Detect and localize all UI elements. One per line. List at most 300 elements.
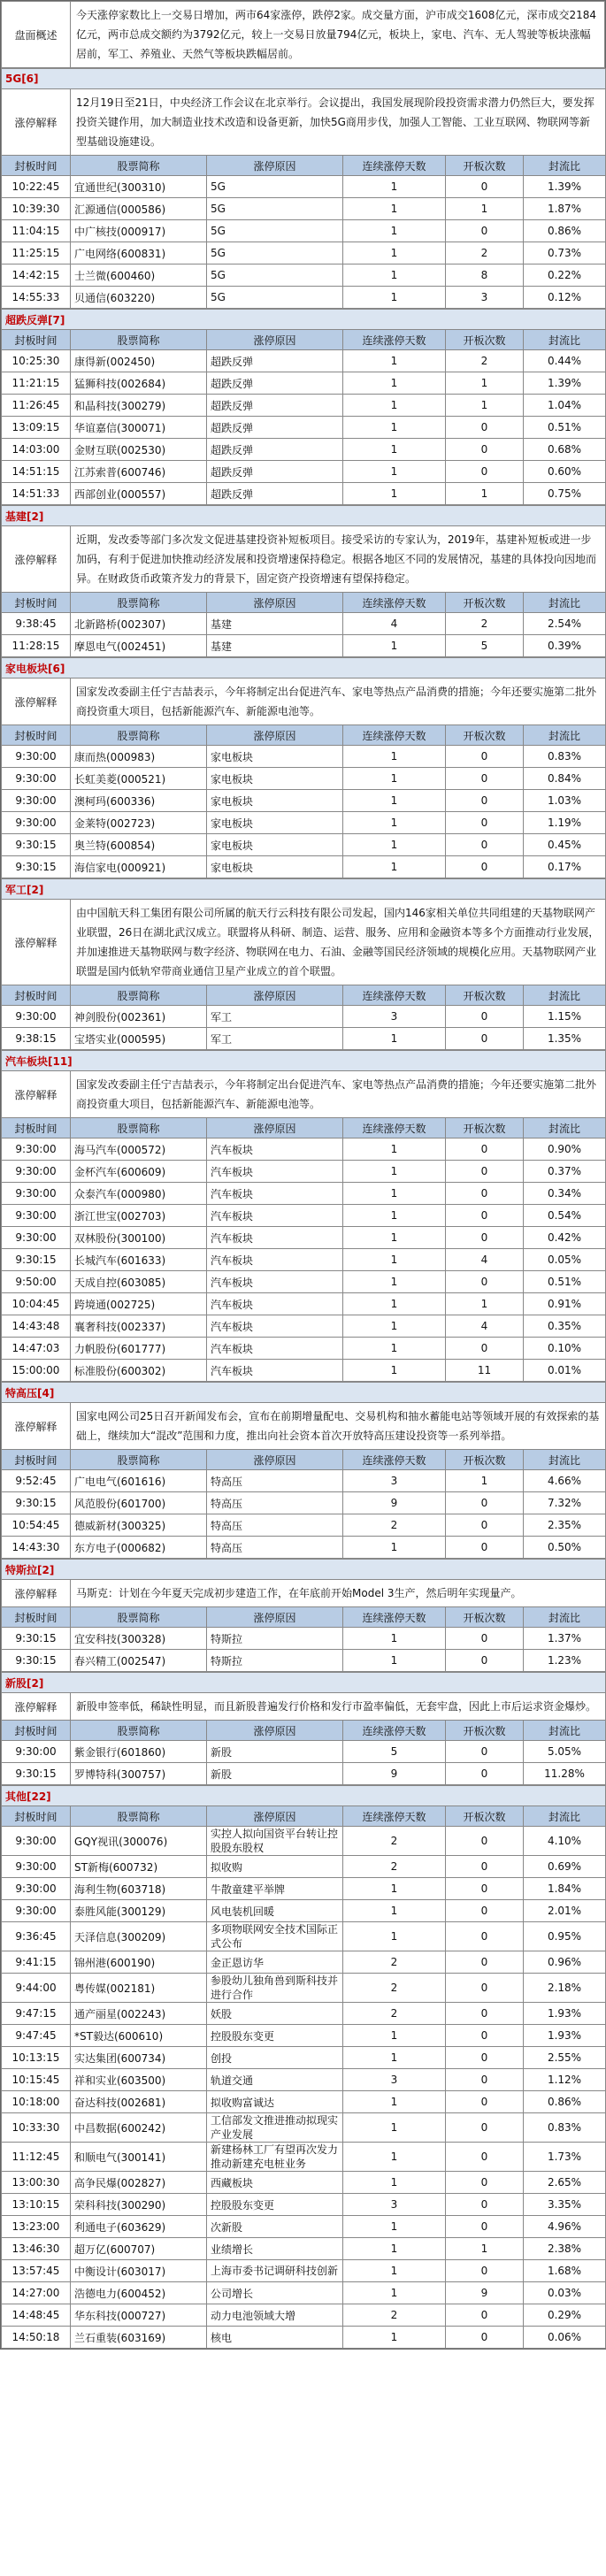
open-count-cell: 0 — [446, 2327, 524, 2349]
stock-cell[interactable]: 金杯汽车(600609) — [71, 1161, 207, 1183]
reason-cell: 参股幼儿独角兽到斯科技并进行合作 — [207, 1974, 343, 2003]
open-count-cell: 1 — [446, 1293, 524, 1315]
table-row — [2, 2282, 606, 2304]
days-cell: 2 — [343, 1827, 446, 1856]
section-title-row — [2, 506, 606, 526]
stock-cell[interactable]: 罗博特科(300757) — [71, 1763, 207, 1785]
days-cell: 1 — [343, 2113, 446, 2143]
stock-cell[interactable]: 康得新(002450) — [71, 350, 207, 372]
ratio-cell: 0.45% — [524, 834, 606, 856]
table-row — [2, 790, 606, 812]
stock-cell[interactable]: 标准股份(600302) — [71, 1360, 207, 1382]
days-cell: 1 — [343, 220, 446, 242]
column-header: 连续涨停天数 — [343, 1607, 446, 1628]
time-cell: 9:44:00 — [2, 1974, 71, 2003]
column-header: 封板时间 — [2, 985, 71, 1006]
table-row — [2, 2327, 606, 2349]
time-cell: 10:54:45 — [2, 1514, 71, 1537]
section-table — [1, 1672, 606, 1785]
reason-cell: 超跌反弹 — [207, 372, 343, 395]
table-row — [2, 1922, 606, 1951]
open-count-cell: 11 — [446, 1360, 524, 1382]
overview-label: 盘面概述 — [2, 2, 71, 68]
ratio-cell: 4.10% — [524, 1827, 606, 1856]
open-count-cell: 0 — [446, 1537, 524, 1559]
table-row — [2, 176, 606, 198]
table-row — [2, 287, 606, 309]
ratio-cell: 1.39% — [524, 372, 606, 395]
ratio-cell: 1.23% — [524, 1650, 606, 1672]
reason-cell: 超跌反弹 — [207, 461, 343, 483]
column-header: 股票简称 — [71, 330, 207, 350]
time-cell: 9:30:15 — [2, 1628, 71, 1650]
open-count-cell: 0 — [446, 2260, 524, 2282]
stock-cell[interactable]: 荣科科技(300290) — [71, 2194, 207, 2216]
stock-cell[interactable]: 金财互联(002530) — [71, 439, 207, 461]
time-cell: 14:51:33 — [2, 483, 71, 505]
stock-cell[interactable]: 实达集团(600734) — [71, 2047, 207, 2069]
table-row — [2, 2194, 606, 2216]
table-row — [2, 1856, 606, 1878]
section-title-row — [2, 1560, 606, 1580]
stock-cell[interactable]: 贝通信(603220) — [71, 287, 207, 309]
reason-row — [2, 900, 606, 985]
column-header-row — [2, 330, 606, 350]
ratio-cell: 0.44% — [524, 350, 606, 372]
open-count-cell: 0 — [446, 768, 524, 790]
stock-cell[interactable]: 金莱特(002723) — [71, 812, 207, 834]
stock-cell[interactable]: 超万亿(600707) — [71, 2238, 207, 2260]
reason-cell: 超跌反弹 — [207, 417, 343, 439]
reason-cell: 金正恩访华 — [207, 1951, 343, 1974]
reason-cell: 汽车板块 — [207, 1360, 343, 1382]
stock-cell[interactable]: 力帆股份(601777) — [71, 1338, 207, 1360]
ratio-cell: 1.04% — [524, 395, 606, 417]
stock-cell[interactable]: 猛狮科技(002684) — [71, 372, 207, 395]
column-header: 封流比 — [524, 1118, 606, 1138]
stock-cell[interactable]: 锦州港(600190) — [71, 1951, 207, 1974]
ratio-cell: 0.39% — [524, 635, 606, 657]
ratio-cell: 1.39% — [524, 176, 606, 198]
stock-cell[interactable]: 宝塔实业(000595) — [71, 1028, 207, 1050]
reason-cell: 家电板块 — [207, 856, 343, 878]
stock-cell[interactable]: 中衡设计(603017) — [71, 2260, 207, 2282]
reason-cell: 动力电池领域大增 — [207, 2304, 343, 2327]
ratio-cell: 2.35% — [524, 1514, 606, 1537]
stock-cell[interactable]: 海利生物(603718) — [71, 1878, 207, 1900]
ratio-cell: 1.19% — [524, 812, 606, 834]
column-header: 连续涨停天数 — [343, 1806, 446, 1827]
column-header: 股票简称 — [71, 725, 207, 746]
reason-cell: 5G — [207, 287, 343, 309]
days-cell: 1 — [343, 1922, 446, 1951]
section-title-row — [2, 879, 606, 900]
open-count-cell: 0 — [446, 1951, 524, 1974]
stock-cell[interactable]: 兰石重装(603169) — [71, 2327, 207, 2349]
table-row — [2, 1900, 606, 1922]
open-count-cell: 0 — [446, 834, 524, 856]
stock-cell[interactable]: 广电网络(600831) — [71, 242, 207, 264]
reason-cell: 风电装机回暖 — [207, 1900, 343, 1922]
time-cell: 14:48:45 — [2, 2304, 71, 2327]
stock-cell[interactable]: 士兰微(600460) — [71, 264, 207, 287]
ratio-cell: 0.68% — [524, 439, 606, 461]
open-count-cell: 0 — [446, 2003, 524, 2025]
reason-cell: 汽车板块 — [207, 1138, 343, 1161]
stock-cell[interactable]: GQY视讯(300076) — [71, 1827, 207, 1856]
column-header-row — [2, 1607, 606, 1628]
time-cell: 13:09:15 — [2, 417, 71, 439]
section-table — [1, 68, 606, 309]
reason-cell: 西藏板块 — [207, 2172, 343, 2194]
column-header: 股票简称 — [71, 593, 207, 613]
column-header: 封板时间 — [2, 330, 71, 350]
days-cell: 1 — [343, 2143, 446, 2172]
column-header: 开板次数 — [446, 985, 524, 1006]
open-count-cell: 2 — [446, 613, 524, 635]
table-row — [2, 220, 606, 242]
days-cell: 1 — [343, 1628, 446, 1650]
reason-row — [2, 1403, 606, 1450]
days-cell: 1 — [343, 1360, 446, 1382]
ratio-cell: 0.10% — [524, 1338, 606, 1360]
reason-text: 国家电网公司25日召开新闻发布会，宣布在前期增量配电、交易机构和抽水蓄能电站等领域开展的有效探索的基础上，继续加大“混改”范围和力度，推出向社会资本首次开放特高压建设投资等一系列举措。 — [71, 1403, 606, 1450]
days-cell: 1 — [343, 439, 446, 461]
open-count-cell: 0 — [446, 2091, 524, 2113]
column-header: 涨停原因 — [207, 725, 343, 746]
stock-cell[interactable]: 长虹美菱(000521) — [71, 768, 207, 790]
days-cell: 1 — [343, 1293, 446, 1315]
table-row — [2, 1492, 606, 1514]
column-header: 封流比 — [524, 1607, 606, 1628]
column-header: 封板时间 — [2, 156, 71, 176]
section-title-row — [2, 1051, 606, 1071]
column-header: 连续涨停天数 — [343, 1450, 446, 1470]
stock-cell[interactable]: 海信家电(000921) — [71, 856, 207, 878]
ratio-cell: 4.66% — [524, 1470, 606, 1492]
reason-cell: 特斯拉 — [207, 1628, 343, 1650]
days-cell: 1 — [343, 1271, 446, 1293]
section-title: 基建[2] — [2, 506, 606, 526]
reason-cell: 汽车板块 — [207, 1338, 343, 1360]
ratio-cell: 1.87% — [524, 198, 606, 220]
table-row — [2, 395, 606, 417]
ratio-cell: 1.35% — [524, 1028, 606, 1050]
ratio-cell: 0.42% — [524, 1227, 606, 1249]
stock-cell[interactable]: 奋达科技(002681) — [71, 2091, 207, 2113]
time-cell: 10:04:45 — [2, 1293, 71, 1315]
ratio-cell: 0.50% — [524, 1537, 606, 1559]
section-title-row — [2, 69, 606, 89]
column-header: 股票简称 — [71, 1806, 207, 1827]
stock-cell[interactable]: 和顺电气(300141) — [71, 2143, 207, 2172]
overview-table — [1, 1, 605, 68]
time-cell: 9:30:00 — [2, 1138, 71, 1161]
table-row — [2, 1205, 606, 1227]
ratio-cell: 0.37% — [524, 1161, 606, 1183]
time-cell: 10:33:30 — [2, 2113, 71, 2143]
days-cell: 3 — [343, 1006, 446, 1028]
time-cell: 13:23:00 — [2, 2216, 71, 2238]
table-row — [2, 1470, 606, 1492]
reason-row — [2, 1580, 606, 1607]
open-count-cell: 5 — [446, 635, 524, 657]
table-row — [2, 1951, 606, 1974]
reason-cell: 新股 — [207, 1763, 343, 1785]
stock-cell[interactable]: 高争民爆(002827) — [71, 2172, 207, 2194]
time-cell: 14:43:30 — [2, 1537, 71, 1559]
time-cell: 14:51:15 — [2, 461, 71, 483]
reason-cell: 妖股 — [207, 2003, 343, 2025]
section-title-row — [2, 310, 606, 330]
table-row — [2, 2047, 606, 2069]
stock-cell[interactable]: 和晶科技(300279) — [71, 395, 207, 417]
reason-text: 国家发改委副主任宁吉喆表示，今年将制定出台促进汽车、家电等热点产品消费的措施；今年还要实施第二批外商投资重大项目，包括新能源汽车、新能源电池等。 — [71, 1071, 606, 1118]
open-count-cell: 0 — [446, 1271, 524, 1293]
open-count-cell: 9 — [446, 2282, 524, 2304]
stock-cell[interactable]: 中昌数据(600242) — [71, 2113, 207, 2143]
open-count-cell: 0 — [446, 2025, 524, 2047]
days-cell: 1 — [343, 812, 446, 834]
reason-cell: 新股 — [207, 1741, 343, 1763]
table-row — [2, 2260, 606, 2282]
ratio-cell: 0.03% — [524, 2282, 606, 2304]
stock-cell[interactable]: 风范股份(601700) — [71, 1492, 207, 1514]
section-title: 汽车板块[11] — [2, 1051, 606, 1071]
column-header-row — [2, 1806, 606, 1827]
reason-cell: 拟收购 — [207, 1856, 343, 1878]
reason-cell: 业绩增长 — [207, 2238, 343, 2260]
table-row — [2, 1138, 606, 1161]
time-cell: 9:30:00 — [2, 1161, 71, 1183]
time-cell: 9:30:15 — [2, 834, 71, 856]
table-row — [2, 1161, 606, 1183]
column-header: 封流比 — [524, 593, 606, 613]
reason-cell: 拟收购富诚达 — [207, 2091, 343, 2113]
stock-cell[interactable]: 天成自控(603085) — [71, 1271, 207, 1293]
stock-cell[interactable]: 紫金银行(601860) — [71, 1741, 207, 1763]
reason-cell: 多项物联网安全技术国际正式公布 — [207, 1922, 343, 1951]
stock-cell[interactable]: 浩德电力(600452) — [71, 2282, 207, 2304]
reason-label: 涨停解释 — [2, 1071, 71, 1118]
reason-cell: 控股股东变更 — [207, 2025, 343, 2047]
table-row — [2, 2003, 606, 2025]
column-header: 涨停原因 — [207, 330, 343, 350]
table-row — [2, 1271, 606, 1293]
stock-cell[interactable]: 天泽信息(300209) — [71, 1922, 207, 1951]
section-table — [1, 505, 606, 657]
stock-cell[interactable]: 浙江世宝(002703) — [71, 1205, 207, 1227]
stock-cell[interactable]: 奥兰特(600854) — [71, 834, 207, 856]
reason-cell: 家电板块 — [207, 812, 343, 834]
reason-label: 涨停解释 — [2, 678, 71, 725]
ratio-cell: 0.86% — [524, 220, 606, 242]
reason-cell: 超跌反弹 — [207, 439, 343, 461]
stock-cell[interactable]: 宜安科技(300328) — [71, 1628, 207, 1650]
reason-label: 涨停解释 — [2, 1580, 71, 1607]
days-cell: 1 — [343, 2238, 446, 2260]
open-count-cell: 4 — [446, 1249, 524, 1271]
reason-cell: 家电板块 — [207, 768, 343, 790]
open-count-cell: 0 — [446, 1205, 524, 1227]
ratio-cell: 2.38% — [524, 2238, 606, 2260]
column-header: 涨停原因 — [207, 985, 343, 1006]
ratio-cell: 0.54% — [524, 1205, 606, 1227]
section-table — [1, 657, 606, 878]
table-row — [2, 1006, 606, 1028]
time-cell: 14:50:18 — [2, 2327, 71, 2349]
table-row — [2, 856, 606, 878]
reason-cell: 特斯拉 — [207, 1650, 343, 1672]
ratio-cell: 0.95% — [524, 1922, 606, 1951]
open-count-cell: 0 — [446, 417, 524, 439]
days-cell: 1 — [343, 856, 446, 878]
stock-cell[interactable]: 跨境通(002725) — [71, 1293, 207, 1315]
stock-cell[interactable]: *ST毅达(600610) — [71, 2025, 207, 2047]
days-cell: 1 — [343, 1650, 446, 1672]
stock-cell[interactable]: 中广核技(000917) — [71, 220, 207, 242]
time-cell: 9:38:15 — [2, 1028, 71, 1050]
days-cell: 2 — [343, 1514, 446, 1537]
column-header: 股票简称 — [71, 985, 207, 1006]
table-row — [2, 1741, 606, 1763]
table-row — [2, 834, 606, 856]
time-cell: 9:38:45 — [2, 613, 71, 635]
days-cell: 1 — [343, 395, 446, 417]
column-header: 股票简称 — [71, 156, 207, 176]
column-header: 封板时间 — [2, 1806, 71, 1827]
section-table — [1, 878, 606, 1050]
stock-cell[interactable]: 宜通世纪(300310) — [71, 176, 207, 198]
stock-cell[interactable]: 粤传媒(002181) — [71, 1974, 207, 2003]
stock-cell[interactable]: 众泰汽车(000980) — [71, 1183, 207, 1205]
time-cell: 9:30:00 — [2, 1856, 71, 1878]
stock-cell[interactable]: 长城汽车(601633) — [71, 1249, 207, 1271]
column-header-row — [2, 1721, 606, 1741]
table-row — [2, 1763, 606, 1785]
column-header: 连续涨停天数 — [343, 725, 446, 746]
stock-cell[interactable]: 摩恩电气(002451) — [71, 635, 207, 657]
time-cell: 9:30:15 — [2, 856, 71, 878]
reason-cell: 特高压 — [207, 1470, 343, 1492]
stock-cell[interactable]: 华谊嘉信(300071) — [71, 417, 207, 439]
open-count-cell: 0 — [446, 1006, 524, 1028]
open-count-cell: 0 — [446, 1227, 524, 1249]
stock-cell[interactable]: 澳柯玛(600336) — [71, 790, 207, 812]
column-header: 开板次数 — [446, 1806, 524, 1827]
stock-cell[interactable]: 西部创业(000557) — [71, 483, 207, 505]
reason-cell: 创投 — [207, 2047, 343, 2069]
table-row — [2, 2025, 606, 2047]
stock-cell[interactable]: 康而热(000983) — [71, 746, 207, 768]
stock-cell[interactable]: 祥和实业(603500) — [71, 2069, 207, 2091]
time-cell: 13:57:45 — [2, 2260, 71, 2282]
open-count-cell: 0 — [446, 1974, 524, 2003]
table-row — [2, 2091, 606, 2113]
days-cell: 1 — [343, 635, 446, 657]
ratio-cell: 0.84% — [524, 768, 606, 790]
stock-cell[interactable]: 德威新材(300325) — [71, 1514, 207, 1537]
column-header: 封流比 — [524, 985, 606, 1006]
stock-cell[interactable]: 华东科技(000727) — [71, 2304, 207, 2327]
table-row — [2, 812, 606, 834]
table-row — [2, 768, 606, 790]
time-cell: 9:30:00 — [2, 1183, 71, 1205]
reason-cell: 超跌反弹 — [207, 483, 343, 505]
reason-label: 涨停解释 — [2, 1403, 71, 1450]
table-row — [2, 242, 606, 264]
open-count-cell: 1 — [446, 1470, 524, 1492]
ratio-cell: 2.18% — [524, 1974, 606, 2003]
ratio-cell: 0.06% — [524, 2327, 606, 2349]
table-row — [2, 372, 606, 395]
open-count-cell: 0 — [446, 1138, 524, 1161]
open-count-cell: 1 — [446, 483, 524, 505]
section-title: 新股[2] — [2, 1673, 606, 1693]
stock-cell[interactable]: 汇源通信(000586) — [71, 198, 207, 220]
column-header: 封流比 — [524, 1450, 606, 1470]
days-cell: 9 — [343, 1492, 446, 1514]
column-header: 封流比 — [524, 1806, 606, 1827]
reason-label: 涨停解释 — [2, 526, 71, 593]
time-cell: 14:43:48 — [2, 1315, 71, 1338]
days-cell: 1 — [343, 1878, 446, 1900]
column-header: 涨停原因 — [207, 593, 343, 613]
reason-cell: 5G — [207, 176, 343, 198]
time-cell: 14:55:33 — [2, 287, 71, 309]
stock-cell[interactable]: 广电电气(601616) — [71, 1470, 207, 1492]
stock-cell[interactable]: 双林股份(300100) — [71, 1227, 207, 1249]
stock-cell[interactable]: 东方电子(000682) — [71, 1537, 207, 1559]
column-header-row — [2, 593, 606, 613]
stock-cell[interactable]: 海马汽车(000572) — [71, 1138, 207, 1161]
open-count-cell: 0 — [446, 461, 524, 483]
ratio-cell: 0.96% — [524, 1951, 606, 1974]
time-cell: 15:00:00 — [2, 1360, 71, 1382]
stock-cell[interactable]: 神剑股份(002361) — [71, 1006, 207, 1028]
time-cell: 9:30:00 — [2, 746, 71, 768]
column-header: 封板时间 — [2, 1118, 71, 1138]
ratio-cell: 1.37% — [524, 1628, 606, 1650]
stock-cell[interactable]: ST新梅(600732) — [71, 1856, 207, 1878]
column-header: 封流比 — [524, 725, 606, 746]
stock-cell[interactable]: 春兴精工(002547) — [71, 1650, 207, 1672]
section-title: 特斯拉[2] — [2, 1560, 606, 1580]
table-row — [2, 1249, 606, 1271]
days-cell: 1 — [343, 417, 446, 439]
reason-cell: 次新股 — [207, 2216, 343, 2238]
ratio-cell: 2.01% — [524, 1900, 606, 1922]
ratio-cell: 1.03% — [524, 790, 606, 812]
stock-cell[interactable]: 泰胜风能(300129) — [71, 1900, 207, 1922]
stock-cell[interactable]: 襄奢科技(002337) — [71, 1315, 207, 1338]
stock-cell[interactable]: 北新路桥(002307) — [71, 613, 207, 635]
reason-cell: 家电板块 — [207, 746, 343, 768]
stock-cell[interactable]: 通产丽星(002243) — [71, 2003, 207, 2025]
reason-cell: 超跌反弹 — [207, 350, 343, 372]
stock-cell[interactable]: 江苏索普(600746) — [71, 461, 207, 483]
days-cell: 1 — [343, 790, 446, 812]
ratio-cell: 7.32% — [524, 1492, 606, 1514]
time-cell: 10:18:00 — [2, 2091, 71, 2113]
time-cell: 9:30:00 — [2, 1827, 71, 1856]
reason-cell: 公司增长 — [207, 2282, 343, 2304]
time-cell: 9:30:00 — [2, 790, 71, 812]
stock-cell[interactable]: 利通电子(603629) — [71, 2216, 207, 2238]
open-count-cell: 0 — [446, 2216, 524, 2238]
time-cell: 11:12:45 — [2, 2143, 71, 2172]
reason-cell: 汽车板块 — [207, 1271, 343, 1293]
